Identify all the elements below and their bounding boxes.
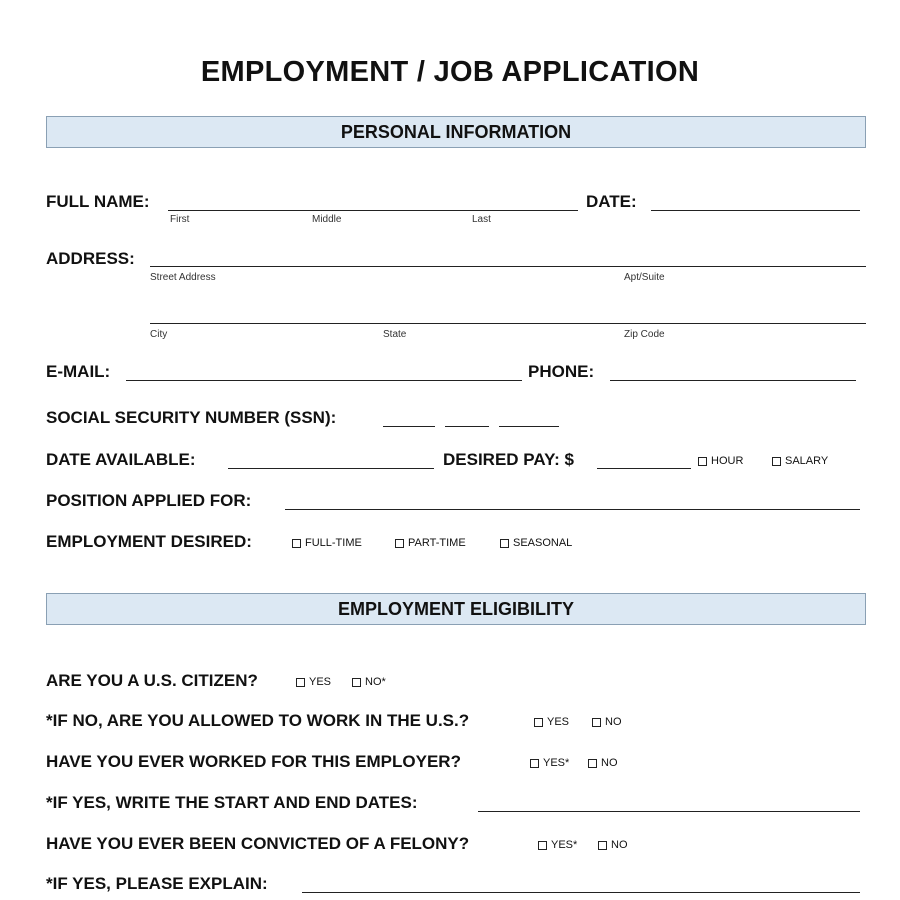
start-end-dates-label: *IF YES, WRITE THE START AND END DATES:: [46, 793, 418, 812]
ssn-label: SOCIAL SECURITY NUMBER (SSN):: [46, 408, 337, 427]
allowed-option-yes[interactable]: YES: [534, 715, 569, 729]
position-applied-field[interactable]: [285, 509, 860, 510]
checkbox-icon[interactable]: [538, 841, 547, 850]
caption-street-address: Street Address: [150, 272, 216, 283]
allowed-to-work-question: *IF NO, ARE YOU ALLOWED TO WORK IN THE U.S.?: [46, 711, 470, 730]
caption-apt-suite: Apt/Suite: [624, 272, 665, 283]
felony-option-no[interactable]: NO: [598, 838, 628, 852]
email-label: E-MAIL:: [46, 362, 111, 381]
checkbox-icon[interactable]: [292, 539, 301, 548]
allowed-option-no[interactable]: NO: [592, 715, 622, 729]
checkbox-icon[interactable]: [352, 678, 361, 687]
phone-label: PHONE:: [528, 362, 595, 381]
date-available-label: DATE AVAILABLE:: [46, 450, 196, 469]
checkbox-icon[interactable]: [598, 841, 607, 850]
position-applied-label: POSITION APPLIED FOR:: [46, 491, 252, 510]
email-field[interactable]: [126, 380, 522, 381]
felony-option-yes[interactable]: YES*: [538, 838, 577, 852]
checkbox-icon[interactable]: [395, 539, 404, 548]
felony-explain-label: *IF YES, PLEASE EXPLAIN:: [46, 874, 268, 893]
caption-middle: Middle: [312, 214, 342, 225]
employment-desired-label: EMPLOYMENT DESIRED:: [46, 532, 252, 551]
checkbox-icon[interactable]: [500, 539, 509, 548]
checkbox-icon[interactable]: [588, 759, 597, 768]
desired-pay-label: DESIRED PAY: $: [443, 450, 575, 469]
section-header-personal: PERSONAL INFORMATION: [46, 116, 866, 148]
city-state-zip-field[interactable]: [150, 323, 866, 324]
full-name-field[interactable]: [168, 210, 578, 211]
date-available-field[interactable]: [228, 468, 434, 469]
phone-field[interactable]: [610, 380, 856, 381]
employment-option-seasonal[interactable]: SEASONAL: [500, 536, 572, 550]
caption-zip-code: Zip Code: [624, 329, 665, 340]
felony-question: HAVE YOU EVER BEEN CONVICTED OF A FELONY?: [46, 834, 470, 853]
checkbox-icon[interactable]: [534, 718, 543, 727]
citizen-question: ARE YOU A U.S. CITIZEN?: [46, 671, 258, 690]
form-title: EMPLOYMENT / JOB APPLICATION: [200, 56, 700, 88]
section-header-eligibility: EMPLOYMENT ELIGIBILITY: [46, 593, 866, 625]
start-end-dates-field[interactable]: [478, 811, 860, 812]
worked-for-employer-question: HAVE YOU EVER WORKED FOR THIS EMPLOYER?: [46, 752, 461, 771]
desired-pay-field[interactable]: [597, 468, 691, 469]
address-label: ADDRESS:: [46, 249, 135, 268]
checkbox-icon[interactable]: [772, 457, 781, 466]
checkbox-icon[interactable]: [698, 457, 707, 466]
ssn-field-part1[interactable]: [383, 426, 435, 427]
citizen-option-yes[interactable]: YES: [296, 675, 331, 689]
worked-option-no[interactable]: NO: [588, 756, 618, 770]
checkbox-icon[interactable]: [296, 678, 305, 687]
date-label: DATE:: [586, 192, 637, 211]
pay-option-hour[interactable]: HOUR: [698, 454, 743, 468]
employment-option-full-time[interactable]: FULL-TIME: [292, 536, 362, 550]
full-name-label: FULL NAME:: [46, 192, 150, 211]
felony-explain-field[interactable]: [302, 892, 860, 893]
caption-state: State: [383, 329, 407, 340]
ssn-field-part3[interactable]: [499, 426, 559, 427]
date-field[interactable]: [651, 210, 860, 211]
pay-option-salary[interactable]: SALARY: [772, 454, 828, 468]
caption-city: City: [150, 329, 168, 340]
worked-option-yes[interactable]: YES*: [530, 756, 569, 770]
ssn-field-part2[interactable]: [445, 426, 489, 427]
street-address-field[interactable]: [150, 266, 866, 267]
citizen-option-no[interactable]: NO*: [352, 675, 386, 689]
caption-last: Last: [472, 214, 491, 225]
caption-first: First: [170, 214, 190, 225]
employment-option-part-time[interactable]: PART-TIME: [395, 536, 466, 550]
checkbox-icon[interactable]: [592, 718, 601, 727]
checkbox-icon[interactable]: [530, 759, 539, 768]
